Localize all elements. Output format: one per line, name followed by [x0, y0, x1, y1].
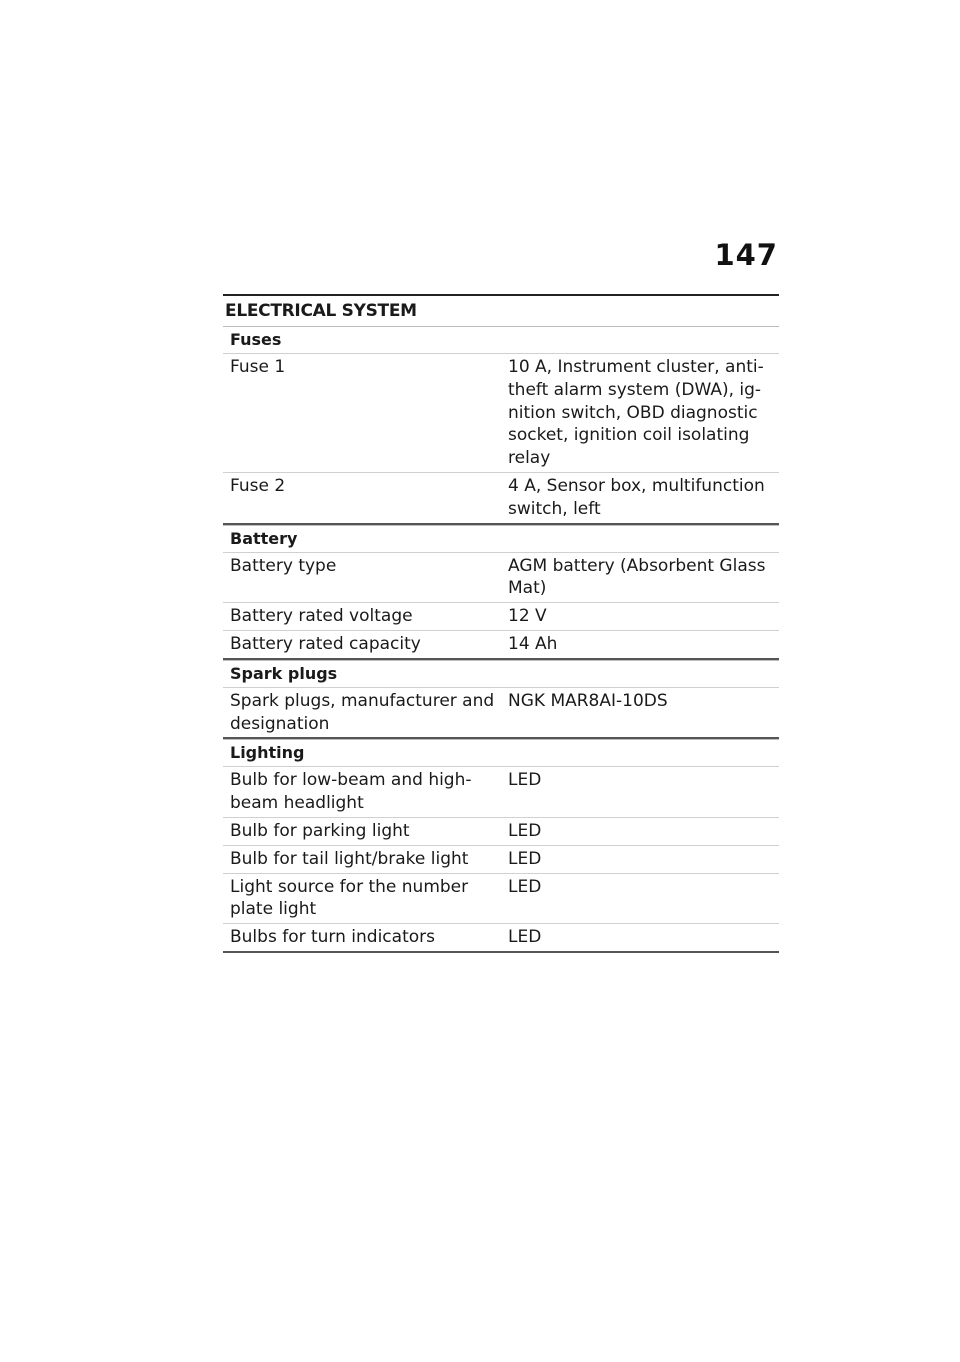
row-value: 4 A, Sensor box, multifunction switch, left — [508, 475, 765, 519]
table-row — [223, 845, 779, 873]
table-row — [223, 552, 779, 603]
row-value: AGM battery (Absorbent Glass Mat) — [508, 555, 766, 599]
group-header-spark-plugs: Spark plugs — [230, 663, 338, 683]
table-row — [223, 602, 779, 630]
electrical-system-section — [223, 294, 779, 953]
row-key: Light source for the number plate light — [230, 876, 469, 920]
table-row — [223, 472, 779, 523]
row-key: Bulb for low-beam and high-beam headlight — [230, 770, 472, 814]
row-value: NGK MAR8AI-10DS — [508, 690, 668, 711]
group-battery — [223, 525, 779, 660]
row-value: LED — [508, 927, 542, 948]
group-header-fuses: Fuses — [230, 330, 282, 349]
row-key: Bulbs for turn indicators — [230, 927, 435, 948]
row-value: 12 V — [508, 606, 547, 627]
row-key: Battery rated voltage — [230, 606, 413, 627]
row-value: LED — [508, 848, 542, 869]
row-key: Spark plugs, manufacturer and designation — [230, 690, 495, 734]
row-key: Battery type — [230, 555, 337, 576]
table-row — [223, 923, 779, 951]
row-value: 14 Ah — [508, 633, 558, 654]
group-fuses — [223, 326, 779, 525]
group-spark-plugs — [223, 660, 779, 740]
table-row — [223, 353, 779, 472]
row-value: 10 A, Instrument cluster, anti-theft alarm system (DWA), ig-nition switch, OBD diagnostic socket, ignition coil isolating relay — [508, 357, 764, 469]
group-lighting — [223, 739, 779, 953]
row-key: Fuse 1 — [230, 357, 286, 377]
table-row — [223, 873, 779, 924]
row-key: Bulb for parking light — [230, 820, 410, 841]
table-row — [223, 766, 779, 817]
page-number: 147 — [714, 238, 778, 272]
row-value: LED — [508, 820, 542, 841]
group-header-battery: Battery — [230, 528, 298, 548]
section-title: ELECTRICAL SYSTEM — [225, 301, 417, 321]
table-row — [223, 630, 779, 658]
row-key: Bulb for tail light/brake light — [230, 848, 469, 869]
row-value: LED — [508, 770, 542, 791]
table-row — [223, 817, 779, 845]
row-key: Fuse 2 — [230, 475, 286, 496]
row-key: Battery rated capacity — [230, 633, 421, 654]
row-value: LED — [508, 876, 542, 897]
group-header-lighting: Lighting — [230, 743, 305, 763]
table-row — [223, 687, 779, 738]
